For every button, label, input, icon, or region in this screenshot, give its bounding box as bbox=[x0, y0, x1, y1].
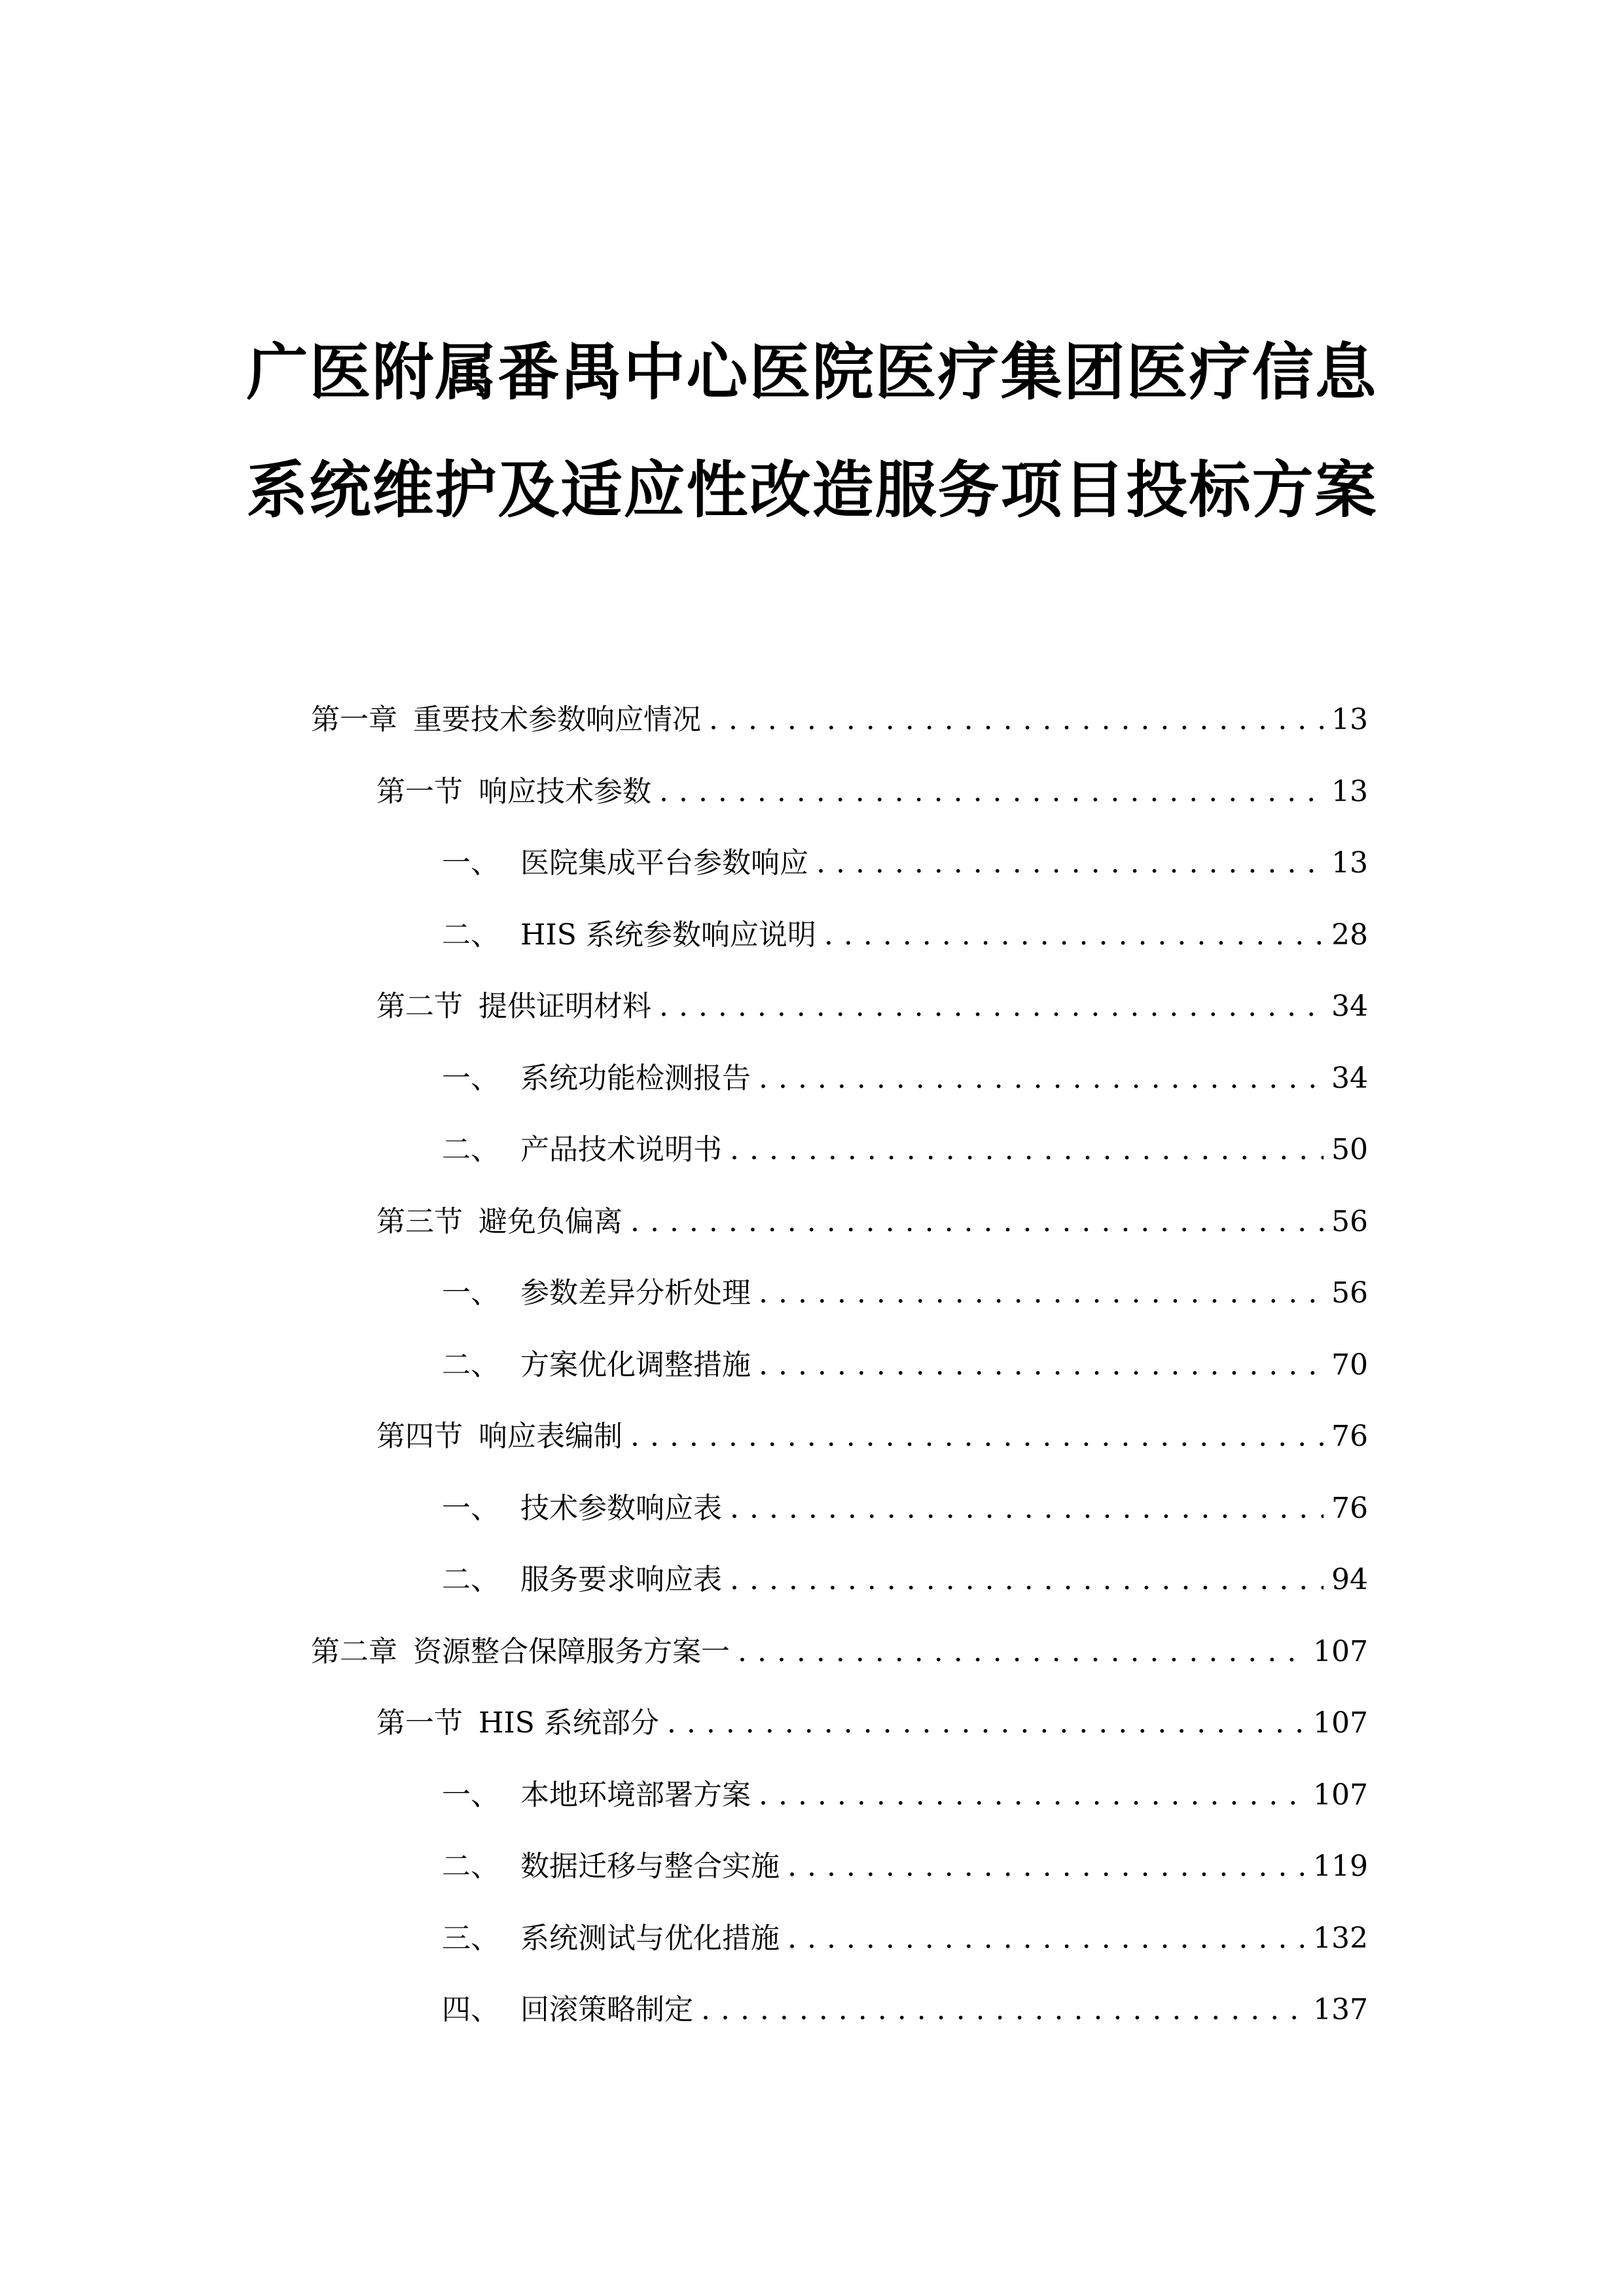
toc-entry[interactable] bbox=[311, 1626, 1368, 1672]
toc-entry-title: 系统测试与优化措施 bbox=[520, 1921, 780, 1955]
toc-entry-number: 二、 bbox=[442, 1563, 499, 1596]
document-title-line-1: 广医附属番禺中心医院医疗集团医疗信息 bbox=[246, 337, 1378, 408]
toc-entry-page-number: 13 bbox=[1331, 774, 1368, 808]
toc-entry-page-number: 28 bbox=[1331, 918, 1368, 952]
toc-entry-title: HIS 系统部分 bbox=[478, 1706, 659, 1740]
toc-entry-number: 第一节 bbox=[376, 1706, 463, 1740]
toc-entry-title: 技术参数响应表 bbox=[520, 1491, 722, 1525]
toc-leader-dots bbox=[759, 1776, 1305, 1815]
toc-entry-page-number: 107 bbox=[1313, 1634, 1368, 1668]
toc-leader-dots bbox=[787, 1919, 1305, 1958]
toc-entry-title: 重要技术参数响应情况 bbox=[413, 703, 701, 736]
toc-entry[interactable] bbox=[442, 1482, 1368, 1528]
toc-entry-title: 避免负偏离 bbox=[478, 1204, 623, 1238]
toc-leader-dots bbox=[659, 987, 1324, 1026]
toc-entry-number: 三、 bbox=[442, 1921, 499, 1955]
toc-entry-page-number: 13 bbox=[1331, 703, 1368, 736]
toc-entry-page-number: 137 bbox=[1313, 1993, 1368, 2026]
toc-entry-page-number: 56 bbox=[1331, 1276, 1368, 1310]
toc-entry-number: 二、 bbox=[442, 918, 499, 952]
toc-entry-page-number: 50 bbox=[1331, 1133, 1368, 1166]
toc-leader-dots bbox=[709, 700, 1324, 740]
toc-entry-page-number: 119 bbox=[1313, 1850, 1368, 1883]
toc-leader-dots bbox=[787, 1847, 1305, 1886]
toc-entry-number: 第二章 bbox=[311, 1634, 397, 1668]
toc-entry[interactable] bbox=[376, 1196, 1368, 1242]
toc-entry-number: 第二节 bbox=[376, 990, 463, 1023]
toc-entry[interactable] bbox=[376, 980, 1368, 1026]
toc-entry-title: 响应技术参数 bbox=[478, 774, 651, 808]
toc-entry-page-number: 70 bbox=[1331, 1348, 1368, 1382]
toc-leader-dots bbox=[701, 1990, 1305, 2030]
toc-entry[interactable] bbox=[442, 1769, 1368, 1815]
toc-entry[interactable] bbox=[442, 1267, 1368, 1313]
toc-entry-number: 二、 bbox=[442, 1133, 499, 1166]
toc-entry-page-number: 13 bbox=[1331, 846, 1368, 880]
toc-leader-dots bbox=[824, 916, 1324, 955]
toc-entry-number: 二、 bbox=[442, 1348, 499, 1382]
toc-leader-dots bbox=[730, 1560, 1324, 1600]
toc-entry-title: HIS 系统参数响应说明 bbox=[520, 918, 816, 952]
toc-entry[interactable] bbox=[442, 1124, 1368, 1170]
toc-leader-dots bbox=[816, 844, 1324, 883]
toc-entry-number: 一、 bbox=[442, 1061, 499, 1095]
toc-entry-number: 一、 bbox=[442, 1778, 499, 1812]
toc-leader-dots bbox=[738, 1632, 1305, 1672]
toc-entry-page-number: 34 bbox=[1331, 1061, 1368, 1095]
toc-entry-page-number: 107 bbox=[1313, 1778, 1368, 1812]
toc-leader-dots bbox=[759, 1274, 1324, 1313]
toc-entry[interactable] bbox=[442, 1554, 1368, 1600]
toc-entry-number: 第三节 bbox=[376, 1204, 463, 1238]
toc-leader-dots bbox=[630, 1417, 1324, 1456]
toc-entry-number: 第一节 bbox=[376, 774, 463, 808]
toc-entry-title: 提供证明材料 bbox=[478, 990, 651, 1023]
toc-entry-page-number: 34 bbox=[1331, 990, 1368, 1023]
toc-entry-number: 一、 bbox=[442, 846, 499, 880]
toc-entry[interactable] bbox=[442, 837, 1368, 883]
toc-entry-title: 医院集成平台参数响应 bbox=[520, 846, 808, 880]
toc-entry-title: 资源整合保障服务方案一 bbox=[413, 1634, 730, 1668]
toc-leader-dots bbox=[759, 1059, 1324, 1098]
toc-leader-dots bbox=[730, 1489, 1324, 1528]
toc-entry-number: 四、 bbox=[442, 1993, 499, 2026]
toc-entry-title: 参数差异分析处理 bbox=[520, 1276, 751, 1310]
toc-entry-number: 一、 bbox=[442, 1491, 499, 1525]
toc-entry-number: 第一章 bbox=[311, 703, 397, 736]
toc-entry-page-number: 56 bbox=[1331, 1204, 1368, 1238]
toc-entry[interactable] bbox=[442, 1984, 1368, 2030]
toc-entry[interactable] bbox=[442, 1840, 1368, 1886]
toc-entry-title: 数据迁移与整合实施 bbox=[520, 1850, 780, 1883]
toc-entry-title: 系统功能检测报告 bbox=[520, 1061, 751, 1095]
toc-entry-number: 第四节 bbox=[376, 1420, 463, 1453]
toc-entry-page-number: 76 bbox=[1331, 1420, 1368, 1453]
toc-entry-title: 产品技术说明书 bbox=[520, 1133, 722, 1166]
toc-entry-title: 响应表编制 bbox=[478, 1420, 623, 1453]
toc-entry-page-number: 76 bbox=[1331, 1491, 1368, 1525]
toc-entry-page-number: 132 bbox=[1313, 1921, 1368, 1955]
toc-entry-number: 二、 bbox=[442, 1850, 499, 1883]
toc-leader-dots bbox=[630, 1202, 1324, 1242]
toc-entry-title: 方案优化调整措施 bbox=[520, 1348, 751, 1382]
toc-entry[interactable] bbox=[442, 1339, 1368, 1385]
document-title-line-2: 系统维护及适应性改造服务项目投标方案 bbox=[246, 455, 1378, 526]
toc-entry-title: 回滚策略制定 bbox=[520, 1993, 693, 2026]
toc-leader-dots bbox=[759, 1346, 1324, 1385]
toc-entry[interactable] bbox=[376, 1697, 1368, 1743]
toc-leader-dots bbox=[667, 1704, 1305, 1743]
toc-entry[interactable] bbox=[376, 766, 1368, 812]
toc-entry[interactable] bbox=[311, 694, 1368, 740]
toc-leader-dots bbox=[730, 1130, 1324, 1170]
toc-entry-title: 本地环境部署方案 bbox=[520, 1778, 751, 1812]
toc-entry[interactable] bbox=[376, 1410, 1368, 1456]
toc-entry-number: 一、 bbox=[442, 1276, 499, 1310]
toc-entry-title: 服务要求响应表 bbox=[520, 1563, 722, 1596]
toc-entry-page-number: 94 bbox=[1331, 1563, 1368, 1596]
toc-entry-page-number: 107 bbox=[1313, 1706, 1368, 1740]
toc-leader-dots bbox=[659, 772, 1324, 812]
toc-entry[interactable] bbox=[442, 1052, 1368, 1098]
toc-entry[interactable] bbox=[442, 1912, 1368, 1958]
toc-entry[interactable] bbox=[442, 909, 1368, 955]
